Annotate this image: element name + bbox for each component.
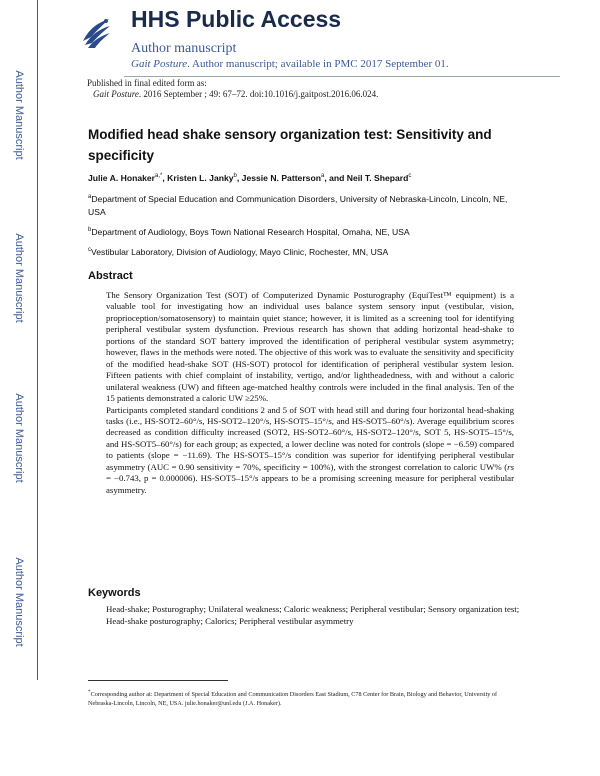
affiliation — [88, 191, 518, 219]
affiliation-sup: a — [88, 194, 92, 200]
abstract-paragraph — [106, 405, 514, 497]
author-manuscript-sidebar — [0, 0, 38, 776]
author-sup: a — [320, 173, 325, 180]
keywords-list: Head-shake; Posturography; Unilateral weakness; Caloric weakness; Peripheral vestibular; Sensory organization test; Head-shake posturography; Calorics; Peripheral vestibular asymmetry — [106, 604, 520, 626]
abstract-body — [106, 290, 514, 496]
header-availability — [131, 58, 449, 70]
sidebar-divider — [37, 0, 38, 680]
author-sup: c — [408, 173, 412, 180]
abstract-rs: rs — [507, 461, 514, 472]
author-sup: b — [233, 173, 237, 180]
author-name: Kristen L. Janky — [167, 173, 234, 183]
footnote-divider — [88, 680, 228, 681]
publication-citation — [87, 89, 378, 100]
affiliation — [88, 224, 518, 239]
author-name: Julie A. Honaker — [88, 173, 156, 183]
abstract-p2-end: = −0.743, p = 0.000006). HS-SOT5–15°/s appears to be a promising screening measure for peripheral vestibular asymmetry. — [106, 473, 514, 495]
sidebar-label: Author Manuscript — [13, 70, 25, 160]
citation-details: . 2016 September ; 49: 67–72. doi:10.1016/j.gaitpost.2016.06.024. — [138, 89, 379, 99]
sidebar-label: Author Manuscript — [13, 233, 25, 323]
author-sup: a,* — [155, 173, 163, 180]
affiliation-sup: b — [88, 227, 92, 233]
author-sep: , and — [324, 173, 347, 183]
sidebar-label: Author Manuscript — [13, 393, 25, 483]
abstract-paragraph: The Sensory Organization Test (SOT) of Computerized Dynamic Posturography (EquiTest™ equipment) is a valuable tool for investigating how an individual uses balance system sensory input (vestibular, vision, proprioception/somatosensory) to maintain quiet stance; however, it is limited as a screening tool for identifying peripheral vestibular system dysfunction. Previous research has shown that adding horizontal head-shake to portions of the standard SOT battery improved the identification of peripheral vestibular system asymmetry; however, flaws in the methods were noted. The objective of this work was to evaluate the sensitivity and specificity of the modified head-shake SOT (HS-SOT) protocol for identification of peripheral vestibular system lesion. Fifteen patients with chief complaint of instability, vertigo, and/or lightheadedness, with and without a caloric unilateral weakness (UW) and fifteen age-matched healthy controls were included in the final analysis. Ten of the 15 patients demonstrated a caloric UW ≥25%. — [106, 290, 514, 404]
footnote-text: Corresponding author at: Department of Special Education and Communication Disorders East Stadium, C78 Center for Brain, Biology and Behavior, University of Nebraska-Lincoln, Lincoln, NE, USA. julie.honaker@unl.edu (J.A. Honaker). — [88, 691, 498, 707]
author-sep: , — [162, 173, 168, 183]
keywords-heading: Keywords — [88, 587, 141, 599]
header-subtitle: Author manuscript — [131, 41, 237, 56]
publication-info — [87, 78, 378, 100]
affiliation-text: Department of Special Education and Communication Disorders, University of Nebraska-Lincoln, Lincoln, NE, USA — [88, 193, 508, 217]
article-title: Modified head shake sensory organization test: Sensitivity and specificity — [88, 127, 492, 163]
author-list — [88, 173, 411, 183]
hhs-eagle-logo-icon — [79, 15, 113, 49]
author-sep: , — [236, 173, 242, 183]
corresponding-author-footnote — [88, 688, 508, 708]
affiliation — [88, 244, 518, 259]
header-journal-name: Gait Posture — [131, 58, 188, 70]
abstract-heading: Abstract — [88, 270, 133, 282]
abstract-p2-text: Participants completed standard conditions 2 and 5 of SOT with head still and during four horizontal head-shaking tasks (i.e., HS-SOT2–60°/s, HS-SOT2–120°/s, HS-SOT5–15°/s, and HS-SOT5–60°/s). Average equilibrium scores decreased as condition difficulty increased (SOT2, HS-SOT2–60°/s, HS-SOT2–120°/s, SOT 5, HS-SOT5–15°/s, and HS-SOT5–60°/s) for each group; as expected, a lower decline was noted for controls (slope = −6.59) compared to patients (slope = −11.69). The HS-SOT5–15°/s condition was superior for identifying peripheral vestibular asymmetry (AUC = 0.90 sensitivity = 70%, specificity = 100%), with the strongest correlation to caloric UW% ( — [106, 404, 514, 472]
sidebar-label: Author Manuscript — [13, 557, 25, 647]
header-divider — [124, 76, 560, 77]
affiliation-text: Department of Audiology, Boys Town National Research Hospital, Omaha, NE, USA — [91, 226, 410, 237]
author-name: Neil T. Shepard — [346, 173, 409, 183]
header-availability-text: . Author manuscript; available in PMC 2017 September 01. — [187, 58, 449, 70]
affiliation-sup: c — [88, 247, 91, 253]
citation-journal: Gait Posture — [93, 89, 139, 99]
publication-label: Published in final edited form as: — [87, 78, 207, 88]
affiliation-text: Vestibular Laboratory, Division of Audiology, Mayo Clinic, Rochester, MN, USA — [91, 246, 389, 257]
header-title: HHS Public Access — [131, 6, 342, 32]
footnote-marker: * — [88, 689, 91, 695]
author-name: Jessie N. Patterson — [241, 173, 321, 183]
